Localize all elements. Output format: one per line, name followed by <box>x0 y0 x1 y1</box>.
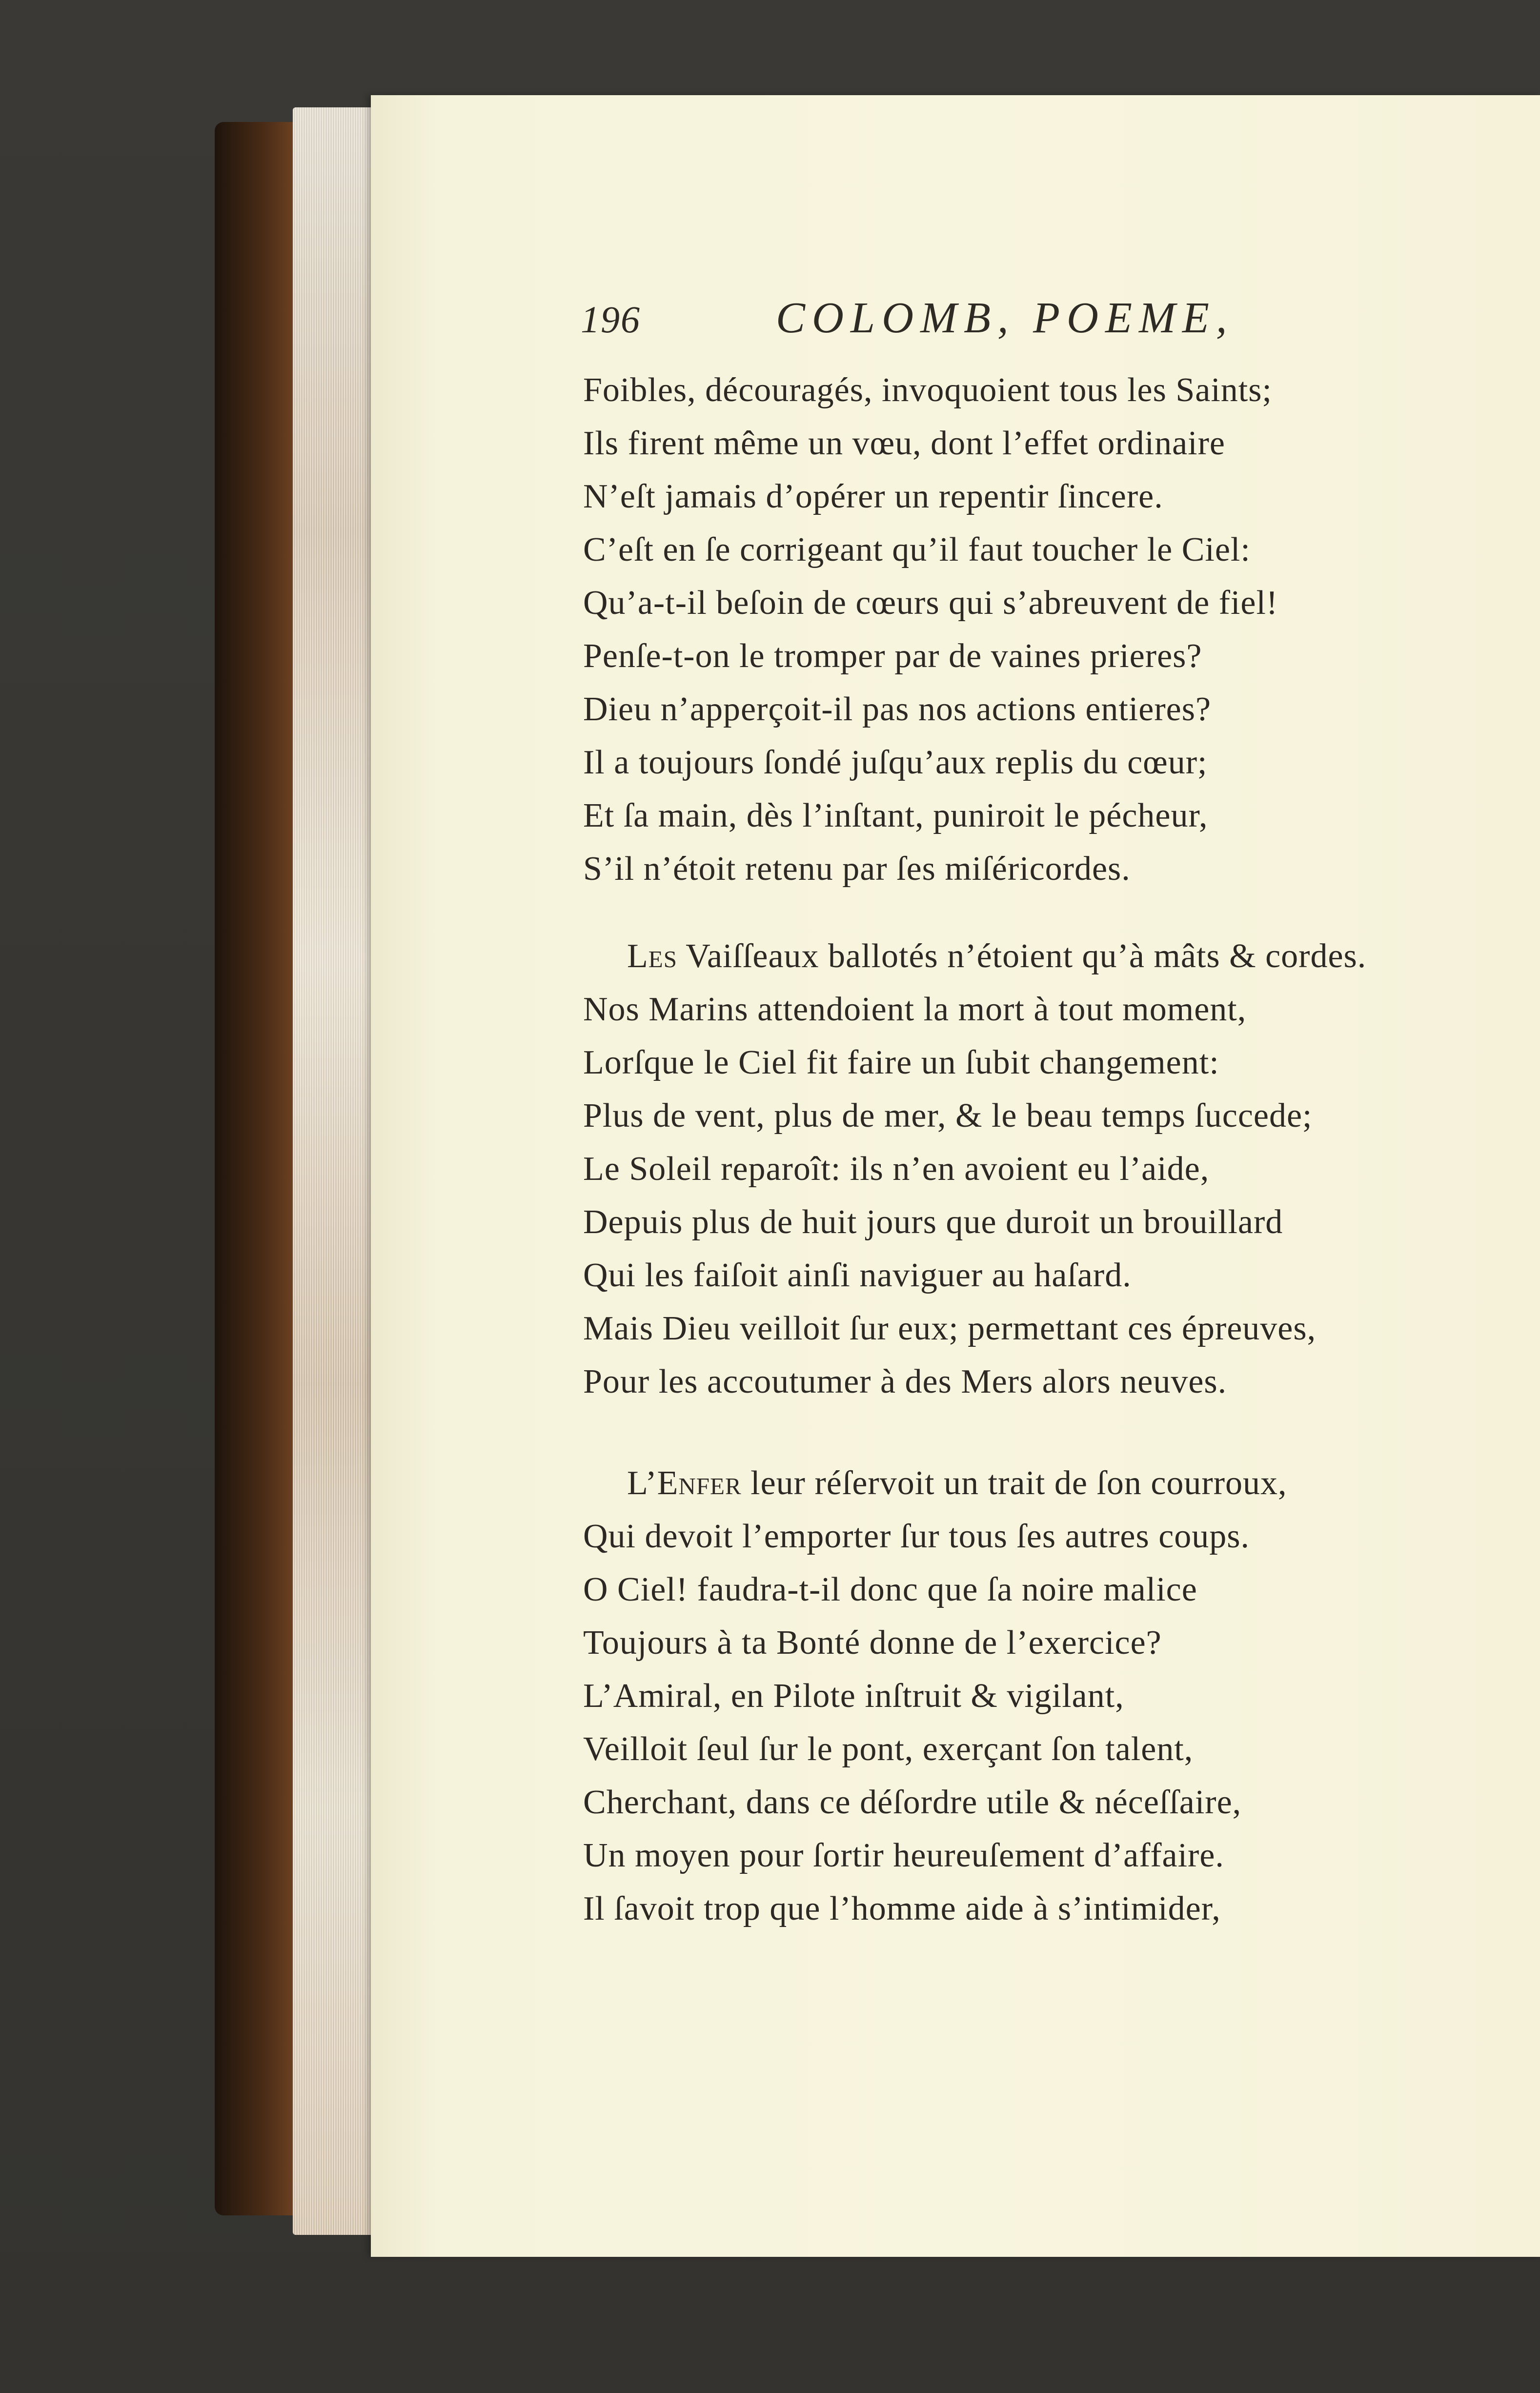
verse-line: Qui devoit l’emporter ſur tous ſes autres coups. <box>583 1518 1250 1555</box>
verse-line-opening <box>583 1457 1505 1510</box>
running-head <box>581 293 1508 351</box>
verse-line: Le Soleil reparoît: ils n’en avoient eu l’aide, <box>583 1150 1210 1188</box>
stanza-3 <box>583 1457 1505 1935</box>
verse-line: S’il n’étoit retenu par ſes miſéricordes. <box>583 850 1131 888</box>
verse-line: Un moyen pour ſortir heureuſement d’affaire. <box>583 1837 1224 1874</box>
page-number: 196 <box>581 298 641 341</box>
verse-line: Ils firent même un vœu, dont l’effet ordinaire <box>583 425 1225 462</box>
verse-line: Nos Marins attendoient la mort à tout moment, <box>583 991 1247 1028</box>
verse-line: Pour les accoutumer à des Mers alors neuves. <box>583 1363 1227 1400</box>
verse-line: Toujours à ta Bonté donne de l’exercice? <box>583 1624 1162 1662</box>
verse-line: Lorſque le Ciel fit faire un ſubit changement: <box>583 1044 1219 1081</box>
opening-word: L’Enfer <box>627 1464 742 1502</box>
opening-word: Les <box>627 937 677 975</box>
verse-line: Mais Dieu veilloit ſur eux; permettant ces épreuves, <box>583 1310 1317 1347</box>
verse-line: Qui les faiſoit ainſi naviguer au haſard. <box>583 1257 1132 1294</box>
stanza-1 <box>583 364 1505 895</box>
verse-line: Penſe-t-on le tromper par de vaines prieres? <box>583 637 1202 675</box>
verse-line: Dieu n’apperçoit-il pas nos actions entieres? <box>583 690 1212 728</box>
page-edges <box>293 107 376 2235</box>
verse-line-opening <box>583 930 1505 983</box>
verse-line: Plus de vent, plus de mer, & le beau temps ſuccede; <box>583 1097 1313 1135</box>
verse-line: Cherchant, dans ce déſordre utile & néceſſaire, <box>583 1784 1242 1821</box>
verse-line: Qu’a-t-il beſoin de cœurs qui s’abreuvent de fiel! <box>583 584 1278 622</box>
verse-line: Veilloit ſeul ſur le pont, exerçant ſon talent, <box>583 1730 1194 1768</box>
running-title: COLOMB, POEME, <box>776 294 1234 342</box>
verse-line: Il a toujours ſondé juſqu’aux replis du cœur; <box>583 744 1208 781</box>
verse-line: O Ciel! faudra-t-il donc que ſa noire malice <box>583 1571 1197 1608</box>
verse-line: Il ſavoit trop que l’homme aide à s’intimider, <box>583 1890 1221 1927</box>
verse-line: Et ſa main, dès l’inſtant, puniroit le pécheur, <box>583 797 1208 834</box>
opening-line-rest: Vaiſſeaux ballotés n’étoient qu’à mâts & cordes. <box>677 937 1367 975</box>
verse-line: Foibles, découragés, invoquoient tous les Saints; <box>583 371 1272 409</box>
stanza-2 <box>583 930 1505 1408</box>
verse-line: L’Amiral, en Pilote inſtruit & vigilant, <box>583 1677 1124 1715</box>
opening-line-rest: leur réſervoit un trait de ſon courroux, <box>741 1464 1287 1502</box>
verse-line: C’eſt en ſe corrigeant qu’il faut toucher le Ciel: <box>583 531 1251 568</box>
verse-line: Depuis plus de huit jours que duroit un brouillard <box>583 1203 1283 1241</box>
verse-line: N’eſt jamais d’opérer un repentir ſincere. <box>583 478 1163 515</box>
